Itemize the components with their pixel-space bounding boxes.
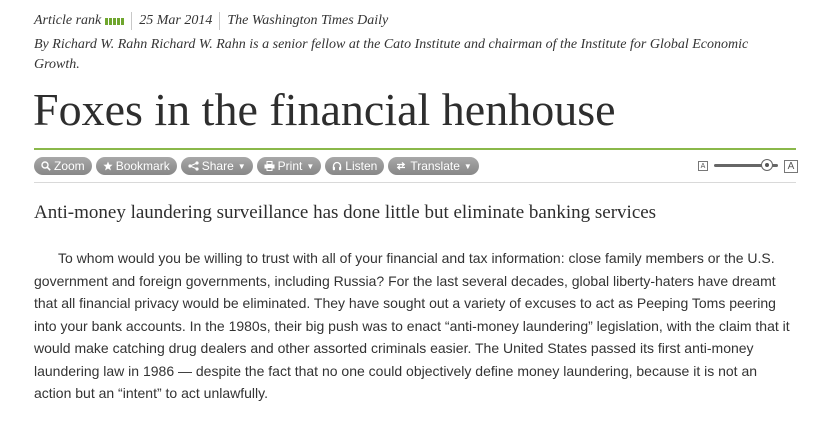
print-button[interactable]: [257, 157, 322, 175]
toolbar-divider: [34, 182, 796, 183]
headphones-icon: [332, 161, 342, 171]
share-button[interactable]: [181, 157, 253, 175]
zoom-button[interactable]: [34, 157, 92, 175]
chevron-down-icon: ▼: [306, 161, 315, 171]
headline-divider: [34, 148, 796, 150]
chevron-down-icon: ▼: [237, 161, 246, 171]
chevron-down-icon: ▼: [463, 161, 472, 171]
article-rank-label: Article rank: [34, 13, 102, 28]
text-size-control: [698, 159, 798, 173]
share-label: Share: [201, 159, 234, 173]
meta-divider: [219, 12, 220, 30]
article-subheadline: Anti-money laundering surveillance has done little but eliminate banking services: [34, 202, 657, 223]
share-icon: [188, 161, 199, 171]
listen-button[interactable]: [325, 157, 384, 175]
article-date: 25 Mar 2014: [139, 13, 213, 28]
star-icon: [103, 161, 113, 171]
article-meta: [34, 12, 388, 30]
translate-icon: [395, 161, 407, 171]
publication-name: The Washington Times Daily: [227, 13, 389, 28]
print-icon: [264, 161, 275, 171]
bookmark-label: Bookmark: [115, 159, 170, 173]
text-size-slider[interactable]: [714, 159, 778, 173]
bookmark-button[interactable]: [96, 157, 177, 175]
slider-handle[interactable]: [761, 159, 773, 171]
zoom-icon: [41, 161, 51, 171]
article-rank-bars-icon: [105, 17, 124, 25]
meta-divider: [131, 12, 132, 30]
print-label: Print: [277, 159, 303, 173]
article-byline: By Richard W. Rahn Richard W. Rahn is a senior fellow at the Cato Institute and chairman of the Institute for Global Economic Growth.: [34, 37, 749, 72]
text-size-increase-button[interactable]: A: [784, 160, 798, 173]
translate-label: Translate: [410, 159, 460, 173]
zoom-label: Zoom: [54, 159, 85, 173]
article-toolbar: [34, 157, 479, 175]
text-size-decrease-button[interactable]: A: [698, 161, 708, 171]
listen-label: Listen: [345, 159, 378, 173]
article-headline: Foxes in the financial henhouse: [33, 84, 616, 135]
translate-button[interactable]: [388, 157, 479, 175]
article-body: To whom would you be willing to trust with all of your financial and tax information: close family members or the U.S. government and foreign governments, including Russia? For the last several decades, global liberty-haters have dreamt that all financial privacy would be eliminated. They have sought out a variety of excuses to act as Peeping Toms peering into your bank accounts. In the 1980s, their big push was to enact “anti-money laundering” legislation, with the claim that it would make catching drug dealers and other assorted criminals easier. The United States passed its first anti-money laundering law in 1986 — despite the fact that no one could objectively define money laundering, because it is not an action but an “intent” to act unlawfully.: [34, 250, 790, 401]
